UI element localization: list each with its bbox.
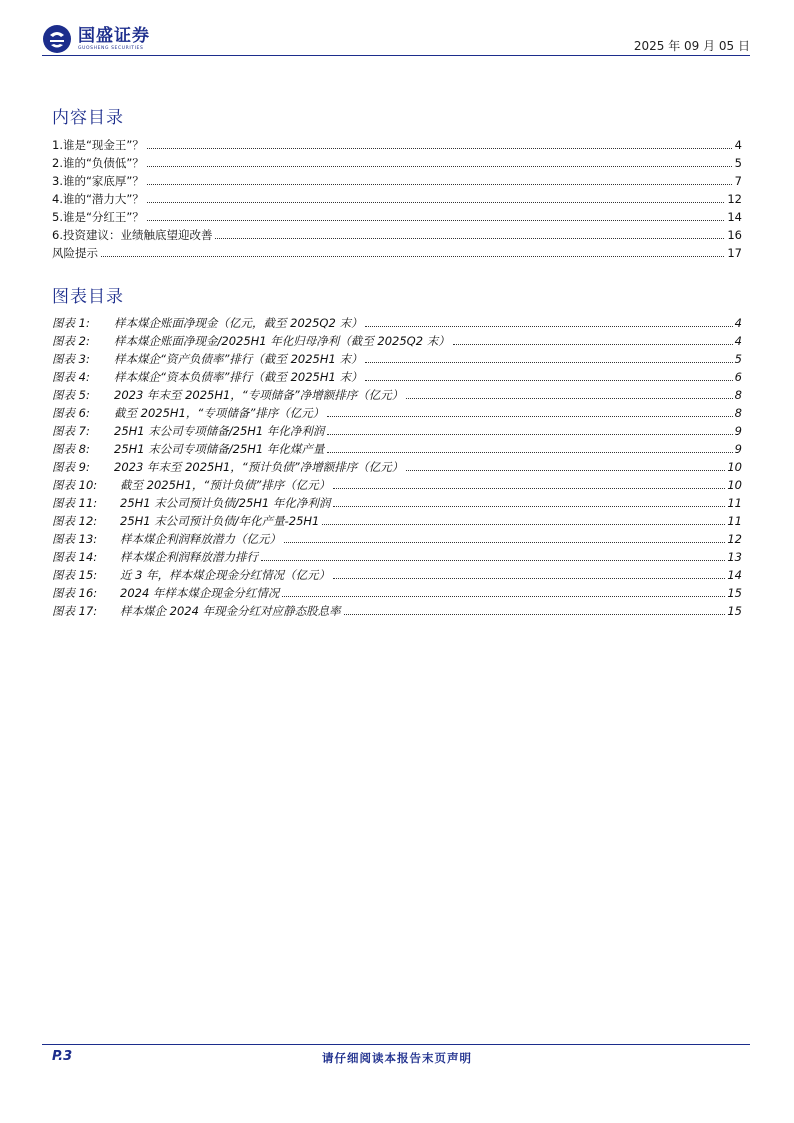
page-number: P.3 <box>52 1049 73 1064</box>
figure-entry-title: 截至 2025H1，“预计负债”排序（亿元） <box>120 478 331 492</box>
figure-entry[interactable] <box>52 530 742 548</box>
figure-leader-dots <box>344 614 726 615</box>
figure-entry-page: 6 <box>734 370 742 384</box>
toc-entry-title: 5.谁是“分红王”？ <box>52 210 144 224</box>
toc-leader-dots <box>215 238 724 239</box>
figure-entry-page: 9 <box>734 442 742 456</box>
figure-entry-page: 10 <box>727 478 742 492</box>
figure-entry[interactable] <box>52 332 742 350</box>
figure-leader-dots <box>327 416 732 417</box>
figure-leader-dots <box>453 344 733 345</box>
figure-entry-label: 图表 12: <box>52 514 98 528</box>
figure-entry-label: 图表 15: <box>52 568 98 582</box>
figure-entry-page: 11 <box>727 496 742 510</box>
figure-entry-label: 图表 1: <box>52 316 90 330</box>
footer-divider <box>42 1044 750 1045</box>
figure-leader-dots <box>406 470 725 471</box>
toc-entry[interactable] <box>52 244 742 262</box>
figure-entry-label: 图表 7: <box>52 424 90 438</box>
figure-entry-page: 8 <box>734 406 742 420</box>
figure-entry-label: 图表 10: <box>52 478 98 492</box>
figure-leader-dots <box>327 434 732 435</box>
figure-entry-title: 样本煤企“资本负债率”排行（截至 2025H1 末） <box>114 370 363 384</box>
toc-entry[interactable] <box>52 190 742 208</box>
figure-entry-label: 图表 9: <box>52 460 90 474</box>
toc-entry-title: 4.谁的“潜力大”？ <box>52 192 144 206</box>
toc-entry-title: 1.谁是“现金王”？ <box>52 138 144 152</box>
figure-leader-dots <box>261 560 725 561</box>
figure-entry-title: 截至 2025H1，“专项储备”排序（亿元） <box>114 406 325 420</box>
toc-entry[interactable] <box>52 136 742 154</box>
figure-entry-page: 5 <box>734 352 742 366</box>
figure-leader-dots <box>284 542 725 543</box>
figure-entry-title: 样本煤企利润释放潜力排行 <box>120 550 258 564</box>
figure-entry[interactable] <box>52 368 742 386</box>
figure-entry[interactable] <box>52 314 742 332</box>
toc-list <box>52 136 742 262</box>
figure-entry[interactable] <box>52 548 742 566</box>
figure-entry-title: 样本煤企“资产负债率”排行（截至 2025H1 末） <box>114 352 363 366</box>
figure-entry-title: 2023 年末至 2025H1，“预计负债”净增额排序（亿元） <box>114 460 404 474</box>
figure-entry-label: 图表 13: <box>52 532 98 546</box>
figure-entry-label: 图表 16: <box>52 586 98 600</box>
figure-entry-page: 12 <box>727 532 742 546</box>
figure-leader-dots <box>322 524 725 525</box>
figure-entry-page: 15 <box>727 604 742 618</box>
figure-entry-page: 15 <box>727 586 742 600</box>
figure-entry-title: 样本煤企利润释放潜力（亿元） <box>120 532 281 546</box>
toc-entry[interactable] <box>52 208 742 226</box>
figure-leader-dots <box>406 398 732 399</box>
figure-entry-page: 8 <box>734 388 742 402</box>
figure-leader-dots <box>333 488 725 489</box>
figure-leader-dots <box>365 380 732 381</box>
toc-entry-title: 6.投资建议：业绩触底望迎改善 <box>52 228 213 242</box>
figure-entry[interactable] <box>52 404 742 422</box>
logo-english-name: GUOSHENG SECURITIES <box>78 45 144 51</box>
figure-entry-label: 图表 4: <box>52 370 90 384</box>
figure-entry-page: 13 <box>727 550 742 564</box>
figure-entry-label: 图表 17: <box>52 604 98 618</box>
figure-list <box>52 314 742 620</box>
figure-entry[interactable] <box>52 440 742 458</box>
toc-entry-title: 3.谁的“家底厚”？ <box>52 174 144 188</box>
toc-leader-dots <box>147 184 732 185</box>
toc-leader-dots <box>147 220 724 221</box>
toc-leader-dots <box>147 148 732 149</box>
figure-entry-page: 9 <box>734 424 742 438</box>
figure-entry[interactable] <box>52 476 742 494</box>
figure-leader-dots <box>365 362 732 363</box>
figure-entry-title: 近 3 年，样本煤企现金分红情况（亿元） <box>120 568 331 582</box>
figure-entry-label: 图表 6: <box>52 406 90 420</box>
toc-entry[interactable] <box>52 226 742 244</box>
toc-entry-page: 14 <box>727 210 742 224</box>
figure-entry[interactable] <box>52 602 742 620</box>
figure-entry-title: 2024 年样本煤企现金分红情况 <box>120 586 280 600</box>
toc-leader-dots <box>147 202 724 203</box>
toc-entry-title: 2.谁的“负债低”？ <box>52 156 144 170</box>
figure-entry-label: 图表 3: <box>52 352 90 366</box>
figure-entry-title: 25H1 末公司专项储备/25H1 年化煤产量 <box>114 442 325 456</box>
figure-entry[interactable] <box>52 584 742 602</box>
figure-entry-page: 11 <box>727 514 742 528</box>
figure-entry-page: 4 <box>734 334 742 348</box>
figure-leader-dots <box>282 596 725 597</box>
toc-entry-page: 16 <box>727 228 742 242</box>
figure-entry[interactable] <box>52 386 742 404</box>
header-divider <box>42 55 750 56</box>
toc-entry[interactable] <box>52 154 742 172</box>
figure-entry-title: 25H1 末公司预计负债/年化产量-25H1 <box>120 514 320 528</box>
figure-leader-dots <box>333 578 725 579</box>
figure-entry-label: 图表 11: <box>52 496 98 510</box>
toc-entry[interactable] <box>52 172 742 190</box>
toc-entry-page: 4 <box>734 138 742 152</box>
figure-entry-page: 10 <box>727 460 742 474</box>
figure-list-title: 图表目录 <box>52 287 124 307</box>
figure-entry-page: 4 <box>734 316 742 330</box>
figure-entry-label: 图表 5: <box>52 388 90 402</box>
figure-entry[interactable] <box>52 512 742 530</box>
figure-entry[interactable] <box>52 458 742 476</box>
figure-entry-title: 样本煤企 2024 年现金分红对应静态股息率 <box>120 604 341 618</box>
figure-entry-title: 25H1 末公司专项储备/25H1 年化净利润 <box>114 424 325 438</box>
figure-entry-title: 2023 年末至 2025H1，“专项储备”净增额排序（亿元） <box>114 388 404 402</box>
figure-entry-title: 样本煤企账面净现金（亿元，截至 2025Q2 末） <box>114 316 363 330</box>
toc-entry-page: 17 <box>727 246 742 260</box>
figure-entry[interactable] <box>52 566 742 584</box>
toc-entry-page: 7 <box>734 174 742 188</box>
disclaimer-note: 请仔细阅读本报告末页声明 <box>322 1051 472 1065</box>
figure-leader-dots <box>327 452 732 453</box>
figure-entry-title: 样本煤企账面净现金/2025H1 年化归母净利（截至 2025Q2 末） <box>114 334 450 348</box>
page-header <box>0 0 794 60</box>
figure-leader-dots <box>365 326 732 327</box>
logo-chinese-name: 国盛证券 <box>78 25 150 46</box>
toc-title: 内容目录 <box>52 108 124 128</box>
toc-leader-dots <box>147 166 732 167</box>
figure-entry[interactable] <box>52 422 742 440</box>
toc-entry-page: 5 <box>734 156 742 170</box>
company-logo <box>42 22 150 56</box>
toc-entry-page: 12 <box>727 192 742 206</box>
figure-entry-title: 25H1 末公司预计负债/25H1 年化净利润 <box>120 496 331 510</box>
toc-leader-dots <box>101 256 724 257</box>
figure-entry-label: 图表 14: <box>52 550 98 564</box>
guosheng-logo-icon <box>42 24 72 54</box>
figure-leader-dots <box>333 506 725 507</box>
report-date: 2025 年 09 月 05 日 <box>633 39 750 53</box>
figure-entry[interactable] <box>52 494 742 512</box>
figure-entry-label: 图表 8: <box>52 442 90 456</box>
figure-entry-label: 图表 2: <box>52 334 90 348</box>
toc-entry-title: 风险提示 <box>52 246 98 260</box>
figure-entry[interactable] <box>52 350 742 368</box>
figure-entry-page: 14 <box>727 568 742 582</box>
